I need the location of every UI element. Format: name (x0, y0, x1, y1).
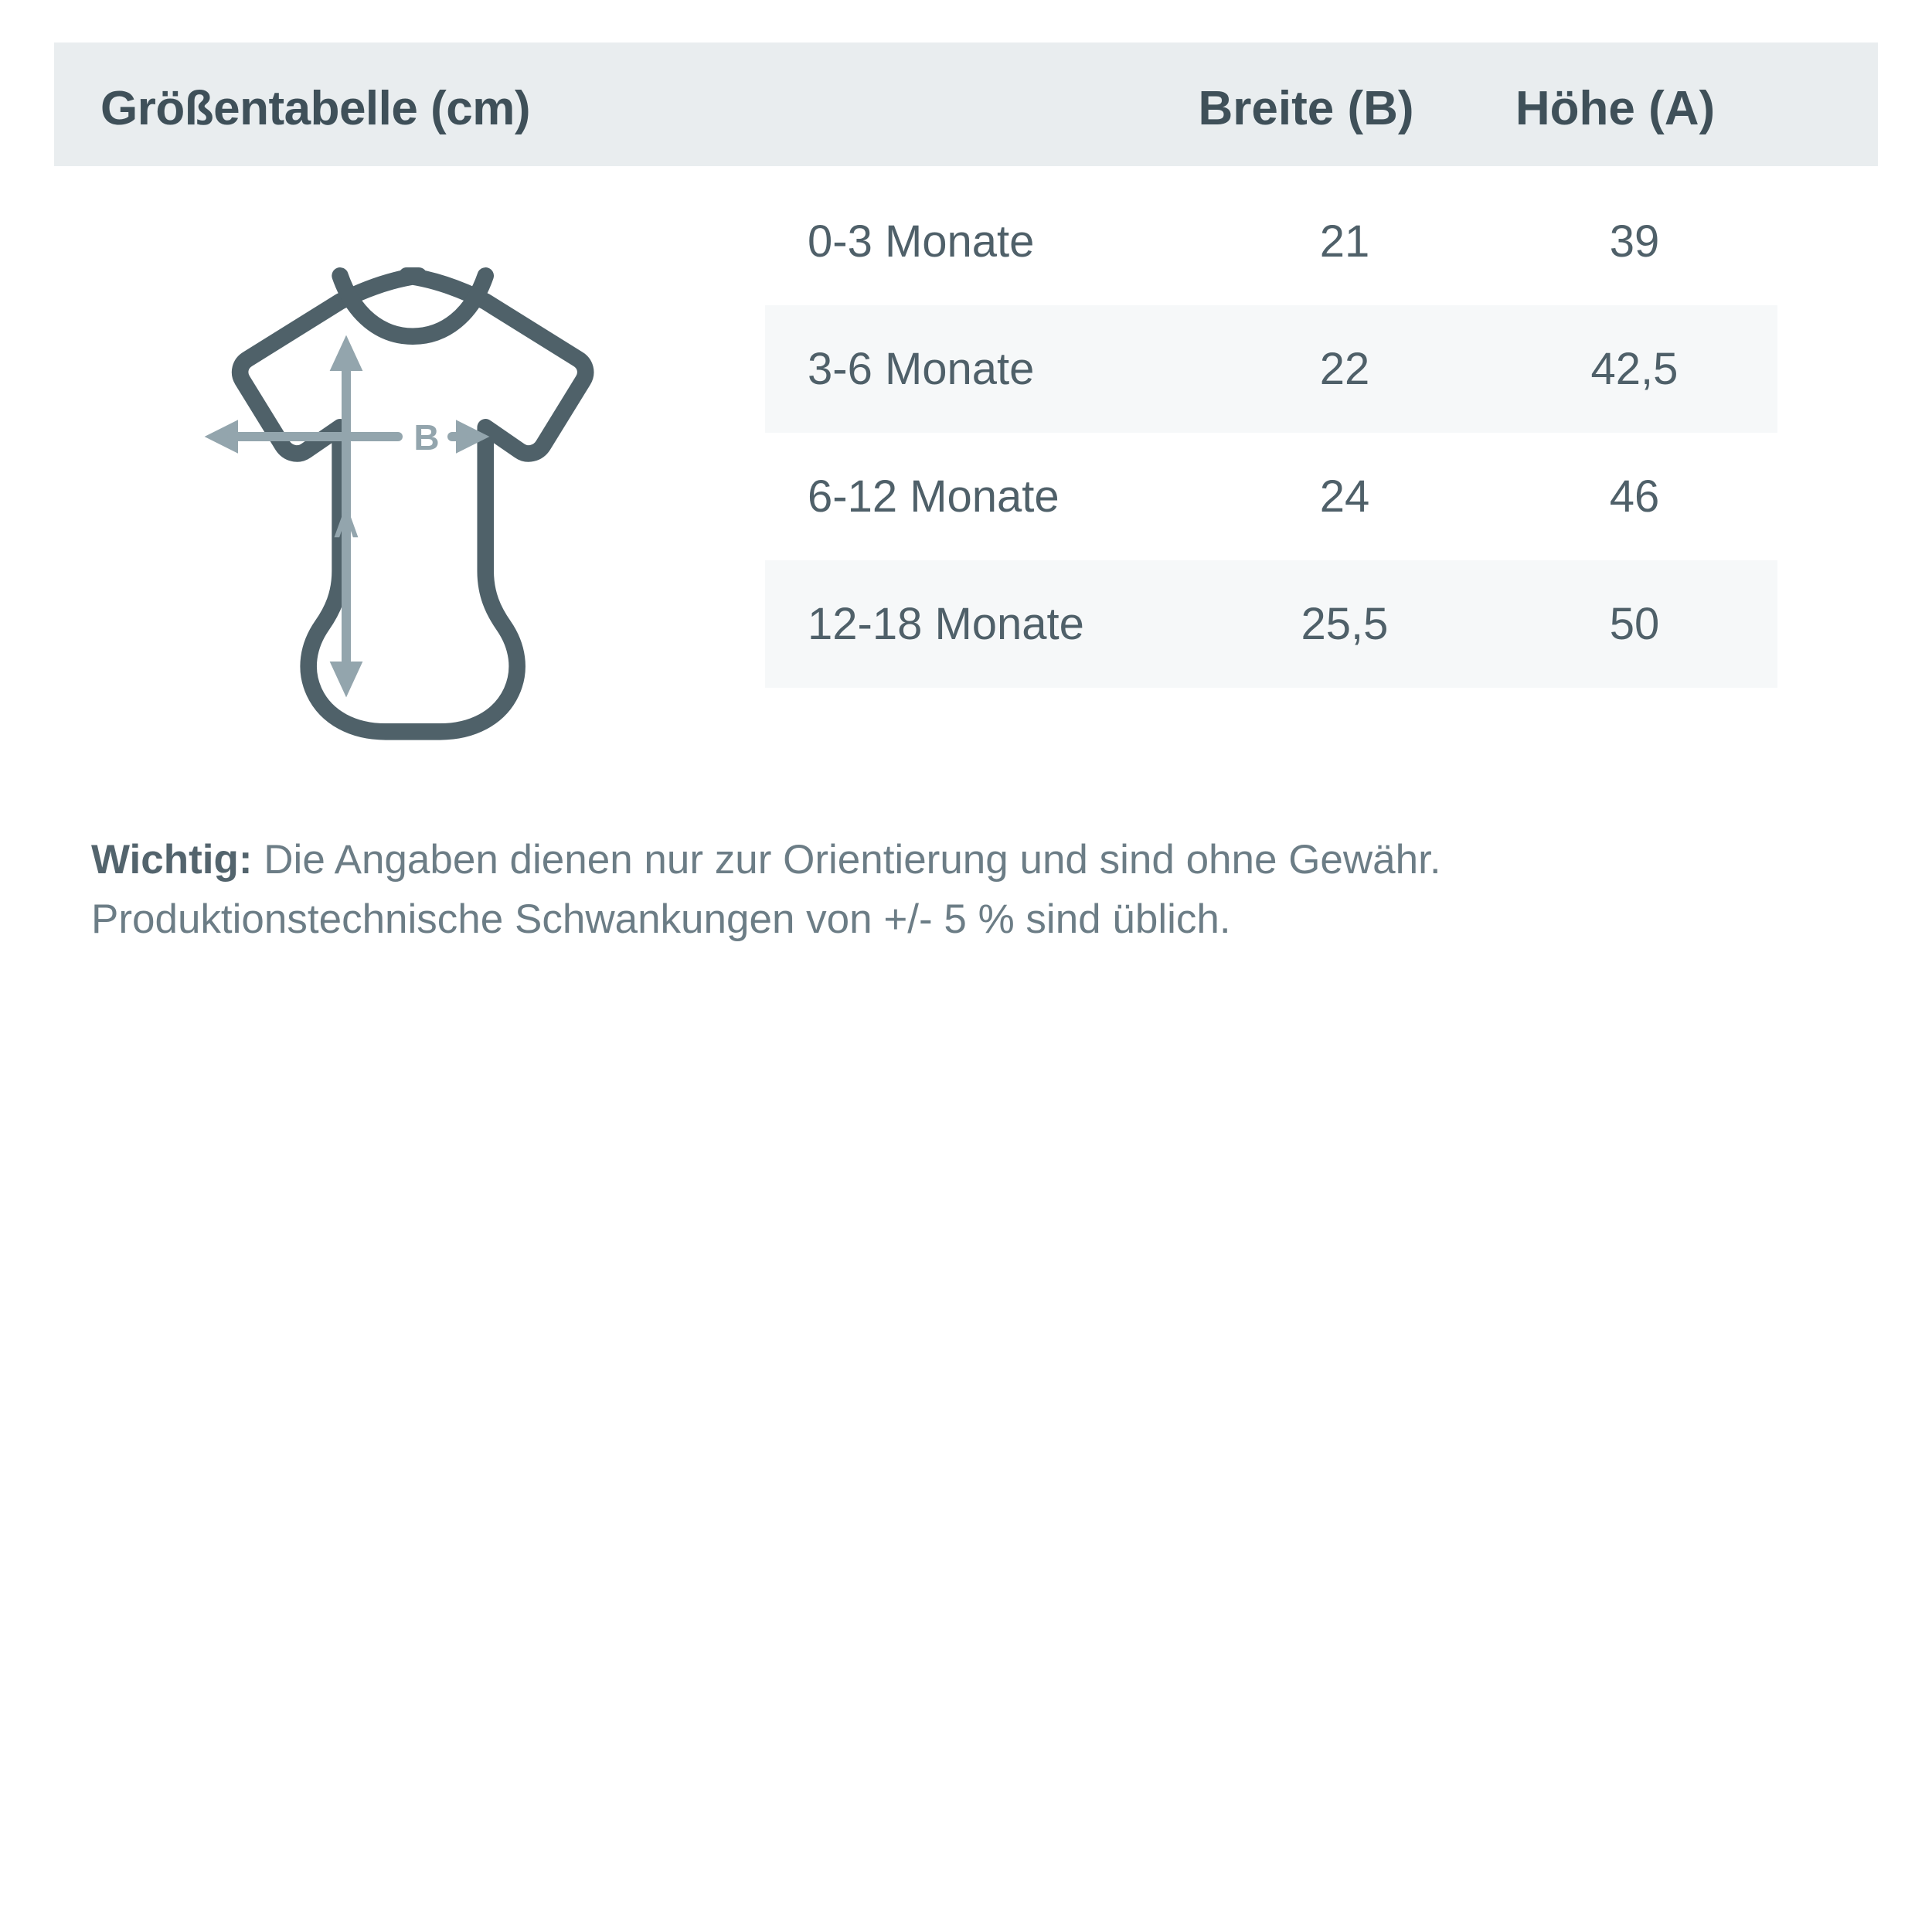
cell-size: 3-6 Monate (765, 305, 1198, 433)
footnote-line-1: Die Angaben dienen nur zur Orientierung und sind ohne Gewähr. (252, 837, 1441, 883)
cell-width: 24 (1319, 471, 1370, 522)
footnote (91, 831, 1853, 950)
cell-size: 0-3 Monate (808, 216, 1035, 267)
cell-height: 46 (1609, 471, 1660, 522)
cell-height: 42,5 (1492, 305, 1777, 433)
cell-size: 12-18 Monate (765, 560, 1198, 688)
illustration-label-width: B (413, 417, 440, 457)
footnote-lead: Wichtig: (91, 837, 253, 883)
illustration-label-height: A (333, 505, 359, 545)
cell-width: 21 (1319, 216, 1370, 267)
page-title: Größentabelle (cm) (100, 82, 530, 135)
cell-size: 6-12 Monate (808, 471, 1060, 522)
table-row (765, 305, 1777, 433)
cell-width: 22 (1198, 305, 1492, 433)
bodysuit-illustration (124, 224, 711, 765)
column-header-width: Breite (B) (1198, 82, 1414, 135)
cell-width: 25,5 (1198, 560, 1492, 688)
table-row (765, 433, 1777, 560)
size-table (765, 178, 1777, 688)
footnote-line-2: Produktionstechnische Schwankungen von +/- 5 % sind üblich. (91, 896, 1231, 942)
table-row (765, 178, 1777, 305)
cell-height: 50 (1492, 560, 1777, 688)
column-header-height: Höhe (A) (1515, 82, 1716, 135)
table-header-band (54, 43, 1878, 166)
cell-height: 39 (1609, 216, 1660, 267)
table-row (765, 560, 1777, 688)
